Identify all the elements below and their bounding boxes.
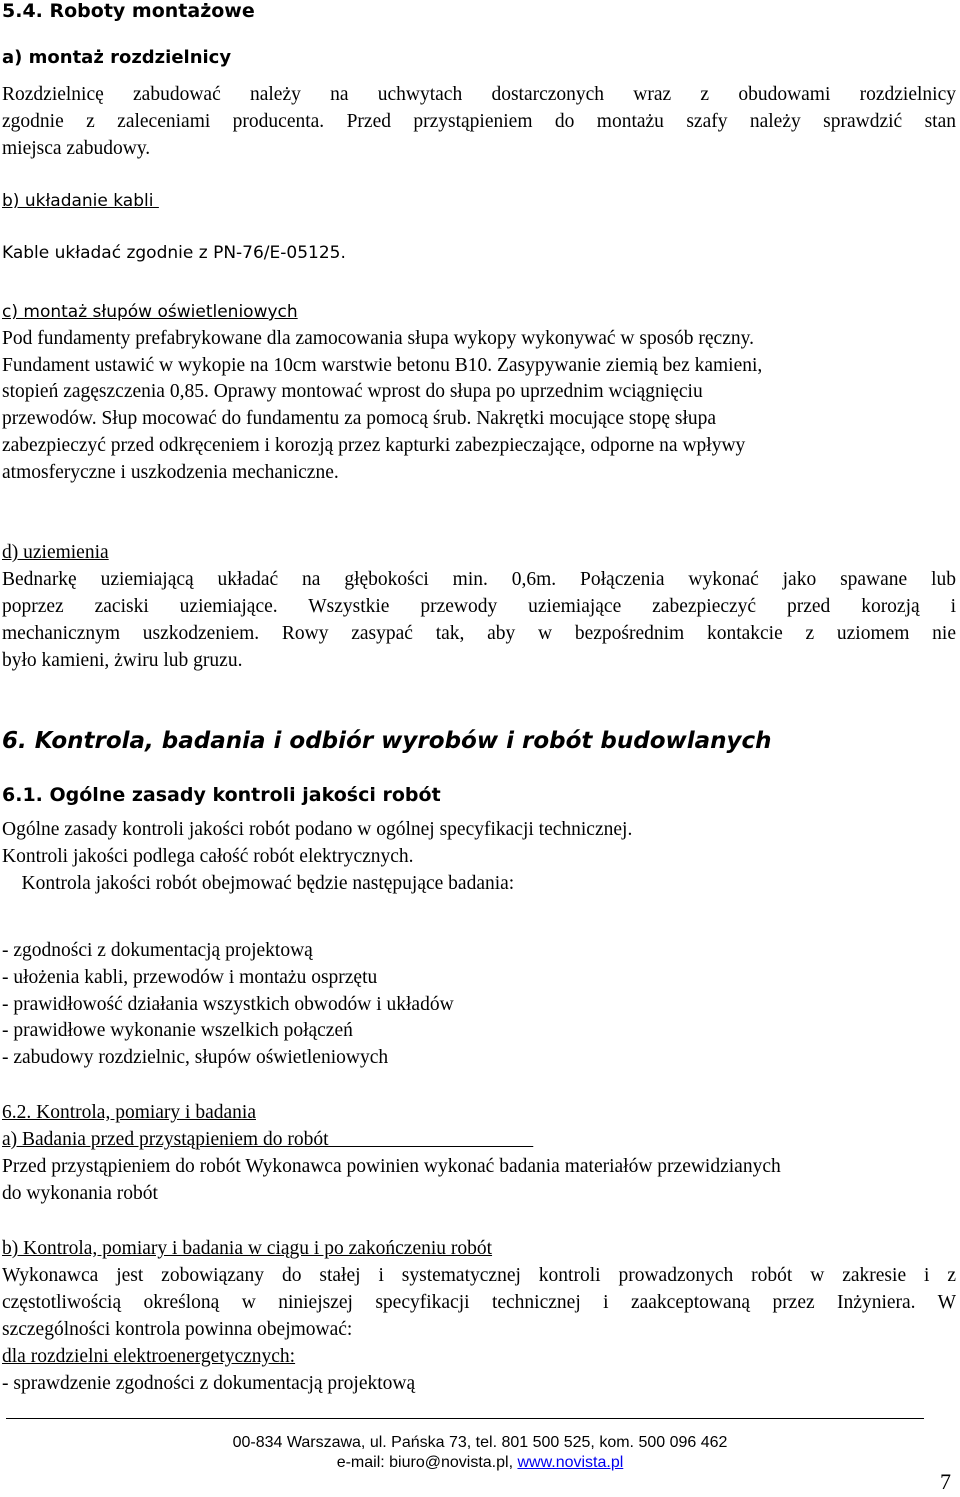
subsection-c-line: przewodów. Słup mocować do fundamentu za pomocą śrub. Nakrętki mocujące stopę słupa	[2, 408, 717, 429]
subsection-c-heading: c) montaż słupów oświetleniowych	[2, 302, 298, 322]
section-title: 5.4. Roboty montażowe	[2, 0, 255, 22]
list-item: - prawidłowe wykonanie wszelkich połączeń	[2, 1020, 353, 1041]
section-6-2-b-line: Wykonawca jest zobowiązany do stałej i systematycznej kontroli prowadzonych robót w zakresie i z	[2, 1265, 956, 1286]
section-6-2-sub-heading: dla rozdzielni elektroenergetycznych:	[2, 1346, 296, 1367]
section-6-1-line: Kontroli jakości podlega całość robót elektrycznych.	[2, 846, 414, 867]
section-6-2-b-line: szczególności kontrola powinna obejmować:	[2, 1319, 353, 1340]
subsection-b-text: Kable układać zgodnie z PN-76/E-05125.	[2, 243, 346, 263]
subsection-c-line: zabezpieczyć przed odkręceniem i korozją przez kapturki zabezpieczające, odporne na wpływy	[2, 435, 746, 456]
list-item: - zabudowy rozdzielnic, słupów oświetleniowych	[2, 1047, 389, 1068]
section-6-2-a-heading: a) Badania przed przystąpieniem do robót	[2, 1129, 534, 1150]
section-6-2-b-heading: b) Kontrola, pomiary i badania w ciągu i po zakończeniu robót	[2, 1238, 493, 1259]
footer-website-link[interactable]: www.novista.pl	[517, 1454, 624, 1471]
subsection-a-line: miejsca zabudowy.	[2, 138, 151, 159]
subsection-c-line: Fundament ustawić w wykopie na 10cm warstwie betonu B10. Zasypywanie ziemią bez kamieni,	[2, 355, 763, 376]
subsection-d-line: poprzez zaciski uziemiające. Wszystkie przewody uziemiające zabezpieczyć przed korozją i	[2, 596, 956, 617]
section-6-2-b-line: częstotliwością określoną w niniejszej specyfikacji technicznej i zaakceptowaną przez Inżyniera. W	[2, 1292, 956, 1313]
section-6-2-last-line: - sprawdzenie zgodności z dokumentacją projektową	[2, 1373, 416, 1394]
subsection-d-line: było kamieni, żwiru lub gruzu.	[2, 650, 243, 671]
section-6-1-line: Ogólne zasady kontroli jakości robót podano w ogólnej specyfikacji technicznej.	[2, 819, 633, 840]
list-item: - zgodności z dokumentacją projektową	[2, 940, 313, 961]
subsection-c-line: stopień zagęszczenia 0,85. Oprawy montować wprost do słupa po uprzednim wciągnięciu	[2, 381, 703, 402]
subsection-c-line: Pod fundamenty prefabrykowane dla zamocowania słupa wykopy wykonywać w sposób ręczny.	[2, 328, 754, 349]
footer-address: 00-834 Warszawa, ul. Pańska 73, tel. 801 500 525, kom. 500 096 462	[232, 1434, 728, 1451]
section-6-2-title: 6.2. Kontrola, pomiary i badania	[2, 1102, 256, 1123]
section-6-2-a-line: do wykonania robót	[2, 1183, 158, 1204]
page-number: 7	[940, 1469, 951, 1494]
list-item: - ułożenia kabli, przewodów i montażu osprzętu	[2, 967, 378, 988]
subsection-a-line: zgodnie z zaleceniami producenta. Przed przystąpieniem do montażu szafy należy sprawdzić stan	[2, 111, 956, 132]
subsection-a-line: Rozdzielnicę zabudować należy na uchwytach dostarczonych wraz z obudowami rozdzielnicy	[2, 84, 956, 105]
footer-divider	[6, 1418, 924, 1419]
subsection-d-line: mechanicznym uszkodzeniem. Rowy zasypać tak, aby w bezpośrednim kontakcie z uziomem nie	[2, 623, 956, 644]
footer-contact	[0, 1453, 960, 1473]
list-item: - prawidłowość działania wszystkich obwodów i układów	[2, 994, 454, 1015]
subsection-d-line: Bednarkę uziemiającą układać na głębokości min. 0,6m. Połączenia wykonać jako spawane lub	[2, 569, 956, 590]
section-6-1-line: Kontrola jakości robót obejmować będzie następujące badania:	[2, 873, 515, 894]
chapter-6-title: 6. Kontrola, badania i odbiór wyrobów i robót budowlanych	[2, 728, 772, 754]
section-6-2-a-line: Przed przystąpieniem do robót Wykonawca powinien wykonać badania materiałów przewidzianych	[2, 1156, 781, 1177]
section-6-1-title: 6.1. Ogólne zasady kontroli jakości robót	[2, 784, 441, 806]
subsection-a-heading: a) montaż rozdzielnicy	[2, 47, 232, 68]
subsection-c-line: atmosferyczne i uszkodzenia mechaniczne.	[2, 462, 339, 483]
subsection-b-heading: b) układanie kabli	[2, 191, 159, 211]
footer-email: e-mail: biuro@novista.pl,	[336, 1454, 518, 1471]
subsection-d-heading: d) uziemienia	[2, 542, 109, 563]
